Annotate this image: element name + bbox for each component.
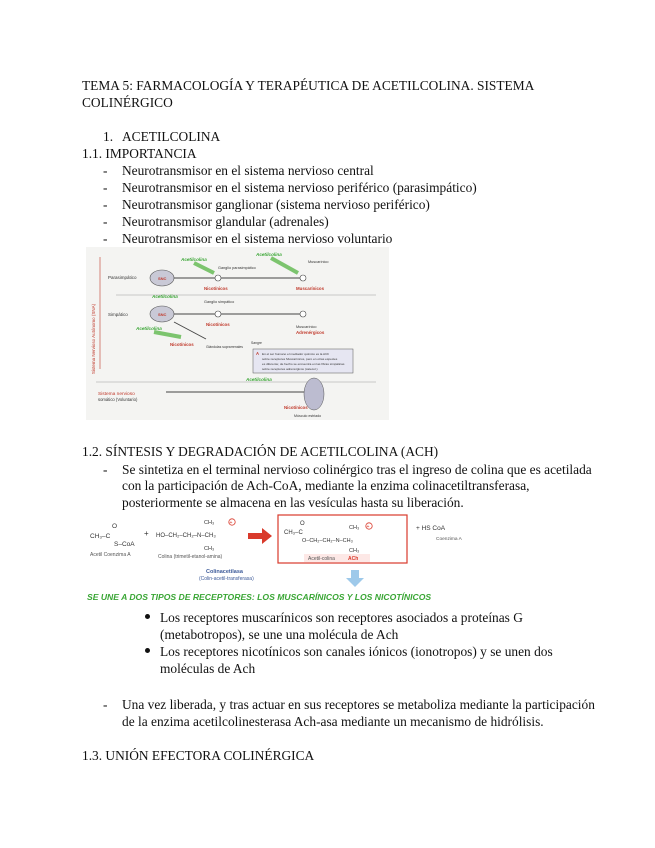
receptors-banner: SE UNE A DOS TIPOS DE RECEPTORES: LOS MUSCARÍNICOS Y LOS NICOTÍNICOS <box>87 592 432 602</box>
list-dash: - <box>103 697 108 712</box>
label-acetilcolina: Acetilcolina <box>152 294 178 299</box>
note-line: En el ser humano el mediador químico es la ACh <box>262 352 330 356</box>
nervous-system-diagram <box>86 247 389 420</box>
svg-text:CH₃: CH₃ <box>204 546 215 552</box>
section-1-heading: ACETILCOLINA <box>122 129 221 144</box>
title-line-2: COLINÉRGICO <box>82 95 173 110</box>
bullet <box>145 648 150 653</box>
label-nicotinicos: Nicotínicos <box>206 322 230 327</box>
enzyme-name: Colinacetilasa <box>206 569 243 575</box>
label-ganglio-parasimpatico: Ganglio parasimpático <box>218 266 256 270</box>
label-muscarinico: Muscarínico <box>308 260 329 264</box>
svg-text:CH₃–C: CH₃–C <box>90 533 111 540</box>
subsection-1-3-heading: 1.3. UNIÓN EFECTORA COLINÉRGICA <box>82 748 315 763</box>
svg-text:SNC: SNC <box>158 276 167 281</box>
svg-text:O–CH₂–CH₂–N–CH₃: O–CH₂–CH₂–N–CH₃ <box>302 538 353 544</box>
label-muscarinicos: Muscarínicos <box>296 286 325 291</box>
synthesis-reaction-diagram <box>86 512 576 590</box>
label-acetilcolina: Acetilcolina <box>256 252 282 257</box>
list-dash: - <box>103 214 108 229</box>
svg-text:HO–CH₂–CH₂–N–CH₃: HO–CH₂–CH₂–N–CH₃ <box>156 533 216 539</box>
label-musculo: Músculo estriado <box>294 414 322 418</box>
list-item: Neurotransmisor ganglionar (sistema nervioso periférico) <box>122 197 430 212</box>
release-line: Una vez liberada, y tras actuar en sus receptores se metaboliza mediante la participación <box>122 697 595 712</box>
svg-text:S–CoA: S–CoA <box>114 541 135 548</box>
list-dash: - <box>103 163 108 178</box>
note-line: es diferente; de hecho se encuentra en las fibras simpáticas <box>262 362 345 366</box>
label-glandulas: Glándulas suprarrenales <box>206 345 243 349</box>
receptor-line: Los receptores nicotínicos son canales iónicos (ionotropos) y se unen dos <box>160 644 553 659</box>
svg-text:O: O <box>112 523 118 530</box>
list-dash: - <box>103 197 108 212</box>
list-item: Neurotransmisor en el sistema nervioso central <box>122 163 374 178</box>
title-line-1: TEMA 5: FARMACOLOGÍA Y TERAPÉUTICA DE ACETILCOLINA. SISTEMA <box>82 78 535 93</box>
svg-text:CH₃: CH₃ <box>349 548 360 554</box>
svg-text:CH₃–C: CH₃–C <box>284 530 303 536</box>
synthesis-line: posteriormente se almacena en las vesículas hasta su liberación. <box>122 495 464 510</box>
row-label-somatic-2: somático (Voluntario) <box>98 397 138 402</box>
label-acetilcolina: Acetilcolina <box>136 326 162 331</box>
svg-text:+: + <box>229 520 233 526</box>
list-item: Neurotransmisor glandular (adrenales) <box>122 214 329 229</box>
receptor-line: moléculas de Ach <box>160 661 256 676</box>
svg-text:SNC: SNC <box>158 312 167 317</box>
section-1-number: 1. <box>103 129 114 144</box>
subsection-1-2-heading: 1.2. SÍNTESIS Y DEGRADACIÓN DE ACETILCOLINA (ACH) <box>82 444 439 459</box>
ach-tag: ACh <box>348 556 359 562</box>
acetylcholine-label: Acetil-colina <box>308 556 335 562</box>
plus-sign: + <box>144 529 149 538</box>
coenzyme-a-label: Coenzima A <box>436 537 462 542</box>
label-acetilcolina: Acetilcolina <box>246 377 272 382</box>
label-nicotinicos: Nicotínicos <box>284 405 308 410</box>
list-dash: - <box>103 462 108 477</box>
subsection-1-1-heading: 1.1. IMPORTANCIA <box>82 146 197 161</box>
receptor-line: Los receptores muscarínicos son receptores asociados a proteínas G <box>160 610 523 625</box>
label-muscarinico: Muscarínico <box>296 325 317 329</box>
label-ganglio-simpatico: Ganglio simpático <box>204 300 235 304</box>
reaction-arrow <box>248 528 272 544</box>
note-line: sobre receptores adrenérgicos (catecol.) <box>262 367 318 371</box>
down-arrow <box>346 570 364 587</box>
enzyme-alt-name: (Colin-acetil-transferasa) <box>199 576 254 582</box>
row-label-sympathetic: Simpático <box>108 312 128 317</box>
svg-text:O: O <box>300 521 305 527</box>
label-nicotinicos: Nicotínicos <box>170 342 194 347</box>
bullet <box>145 614 150 619</box>
list-item: Neurotransmisor en el sistema nervioso voluntario <box>122 231 393 246</box>
list-item: Neurotransmisor en el sistema nervioso periférico (parasimpático) <box>122 180 477 195</box>
svg-text:CH₃: CH₃ <box>349 525 360 531</box>
row-label-somatic: Sistema nervioso <box>98 392 135 397</box>
diagram-side-label: Sistema Nervioso Autónomo (SNA) <box>91 303 96 375</box>
row-label-parasympathetic: Parasimpático <box>108 275 137 280</box>
choline-label: Colina (trimetil-etanol-amina) <box>158 554 223 560</box>
label-nicotinicos: Nicotínicos <box>204 286 228 291</box>
label-sangre: Sangre <box>251 341 262 345</box>
list-dash: - <box>103 231 108 246</box>
synthesis-line: con la participación de Ach-CoA, mediante la enzima colinacetiltransferasa, <box>122 478 530 493</box>
label-acetilcolina: Acetilcolina <box>181 257 207 262</box>
svg-text:+: + <box>366 524 370 530</box>
hscoa-text: + HS CoA <box>416 525 446 532</box>
note-line: sobre receptores Muscarínicos, pero en otras especies <box>262 357 338 361</box>
label-adrenergicos: Adrenérgicos <box>296 330 325 335</box>
receptor-line: (metabotropos), se une una molécula de Ach <box>160 627 399 642</box>
svg-text:CH₃: CH₃ <box>204 520 215 526</box>
synthesis-line: Se sintetiza en el terminal nervioso colinérgico tras el ingreso de colina que es acetilada <box>122 462 592 477</box>
release-line: de la enzima acetilcolinesterasa Ach-asa mediante un mecanismo de hidrólisis. <box>122 714 544 729</box>
list-dash: - <box>103 180 108 195</box>
acetyl-coa-label: Acetil Coenzima A <box>90 552 131 558</box>
note-marker: A <box>256 351 260 356</box>
